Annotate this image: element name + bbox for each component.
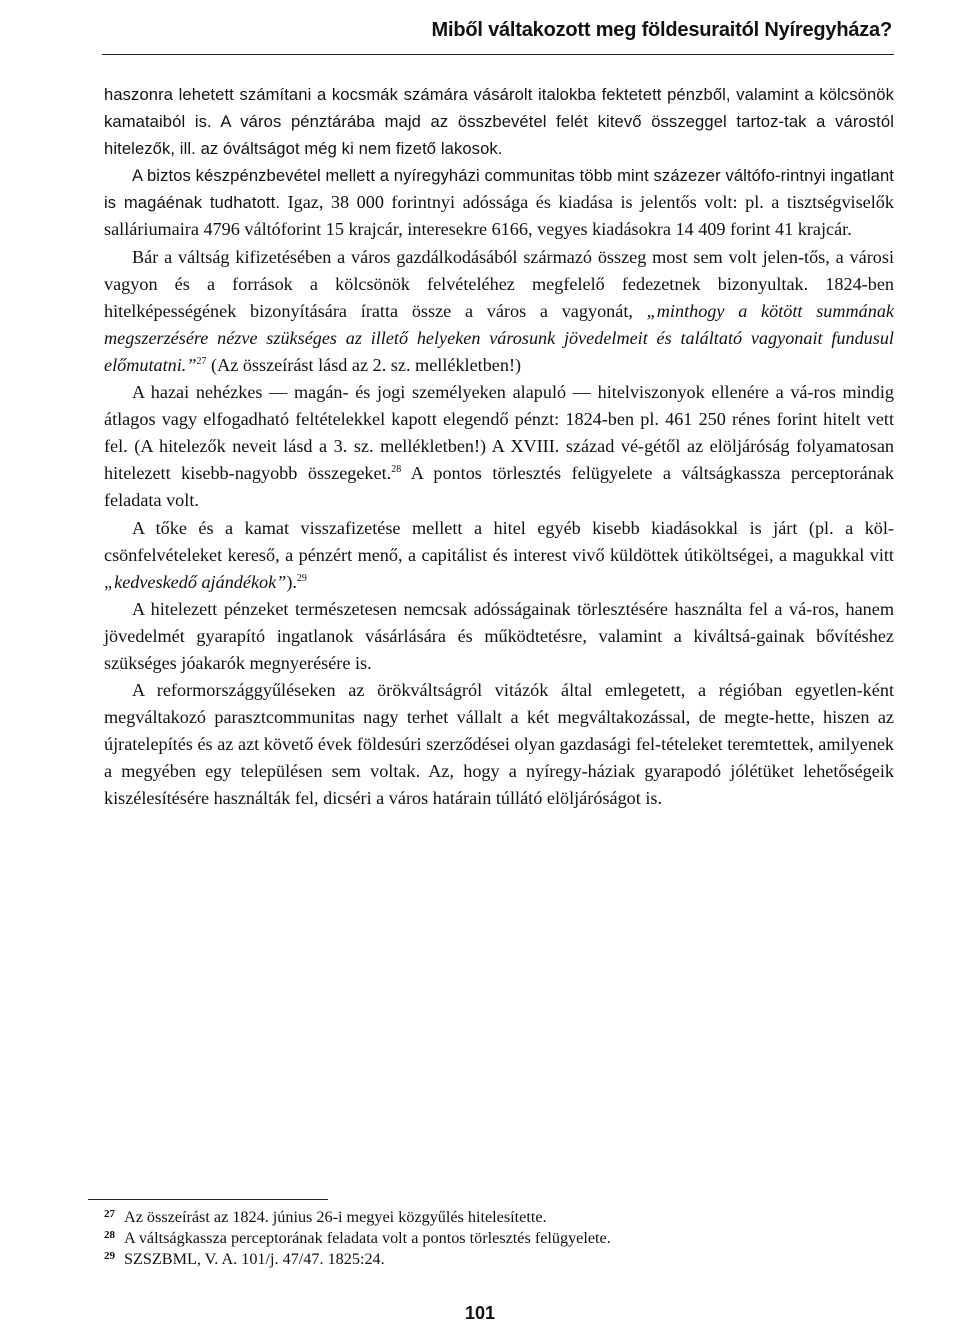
paragraph-6: A reformországgyűléseken az örökváltságról vitázók által emlegetett, a régióban egyetlen-ként megváltakozó parasztcommunitas nagy terhet vállalt a két megváltakozással, de megte-hette, hiszen az újratelepítés és az azt követő évek földesúri szerződései olyan gazdasági fel-tételeket teremtettek, amilyenek a megyében egy településen sem voltak. Az, hogy a nyíregy-háziak gyarapodó jólétüket lehetőségeik kiszélesítésére használták fel, dicséri a város határain túllátó elöljáróságot is. <box>104 680 894 809</box>
paragraph-4-close: ). <box>286 571 297 592</box>
paragraph-5: A hitelezett pénzeket természetesen nemcsak adósságainak törlesztésére használta fel a vá-ros, hanem jövedelmét gyarapító ingatlanok vásárlására és működtetésre, valamint a kiváltsá-gainak bővítéshez szükséges jóakarók megnyerésére is. <box>104 598 894 673</box>
paragraph-2-quote: „minthogy a kötött summának megszerzésére nézve szükséges az illető helyeken városunk jövedelmeit és találtató vagyonait fundusul előmutatni.” <box>104 300 894 375</box>
footnote-text: Az összeírást az 1824. június 26-i megyei közgyűlés hitelesítette. <box>124 1208 547 1226</box>
footnote-29 <box>104 1249 884 1270</box>
page-number: 101 <box>464 1303 496 1323</box>
paragraph-4-text: A tőke és a kamat visszafizetése mellett a hitel egyéb kisebb kiadásokkal is járt (pl. a köl-csönfelvételeket kereső, a pénzért menő, a capitálist és interest vivő küldöttek útiköltségei, a magukkal vitt <box>104 517 894 565</box>
running-header: Miből váltakozott meg földesuraitól Nyíregyháza? <box>431 19 892 41</box>
paragraph-2-tail: (Az összeírást lásd az 2. sz. mellékletben!) <box>206 354 522 375</box>
footnote-number: 28 <box>104 1228 115 1241</box>
footnote-text: A váltságkassza perceptorának feladata volt a pontos törlesztés felügyelete. <box>124 1228 611 1247</box>
paragraph-4 <box>104 515 894 596</box>
body-text <box>104 81 894 813</box>
paragraph-2 <box>104 244 894 379</box>
footnote-rule <box>88 1199 328 1200</box>
footnotes <box>104 1207 884 1269</box>
footnote-ref-28: 28 <box>391 464 402 476</box>
footnote-number: 29 <box>104 1249 115 1262</box>
paragraph-1-sentence-1: haszonra lehetett számítani a kocsmák számára vásárolt italokba fektetett pénzből, valamint a kölcsönök kamataiból is. A város pénztárába majd az összbevétel felét kitevő összeggel tartoz-tak a várostól hitelezők, ill. az óváltságot még ki nem fizető lakosok. <box>104 85 894 159</box>
footnote-text: SZSZBML, V. A. 101/j. 47/47. 1825:24. <box>124 1249 385 1268</box>
footnote-number: 27 <box>104 1208 115 1220</box>
paragraph-1-sentence-3: Igaz, 38 000 forintnyi adóssága és kiadása is jelentős volt: pl. a tisztségviselők salláriumaira 4796 váltóforint 15 krajcár, interesekre 6166, vegyes kiadásokra 14 409 forint 41 krajcár. <box>104 192 894 240</box>
paragraph-4-quote: „kedveskedő ajándékok” <box>104 571 287 592</box>
footnote-ref-27: 27 <box>196 355 207 367</box>
paragraph-1 <box>104 81 894 244</box>
footnote-27 <box>104 1207 884 1228</box>
paragraph-3-tail: A pontos törlesztés felügyelete a váltságkassza perceptorának feladata volt. <box>104 463 895 511</box>
paragraph-2-text: Bár a váltság kifizetésében a város gazdálkodásából származó összeg most sem volt jelen-tős, a városi vagyon és a források a kölcsönök felvételéhez megfelelő fedezetnek bizonyultak. 1824-ben hitelképességének bizonyítására íratta össze a város a vagyonát, <box>104 246 894 321</box>
paragraph-3-text: A hazai nehézkes — magán- és jogi személyeken alapuló — hitelviszonyok ellenére a vá-ros mindig átlagos vagy elfogadható feltételekkel kapott elegendő pénzt: 1824-ben pl. 461 250 rénes forint hitelt vett fel. (A hitelezők neveit lásd a 3. sz. mellékletben!) A XVIII. század vé-gétől az elöljáróság folyamatosan hitelezett kisebb-nagyobb összegeket. <box>104 382 894 484</box>
footnote-ref-29: 29 <box>296 572 307 584</box>
footnote-28 <box>104 1228 884 1249</box>
header-rule <box>102 54 894 55</box>
paragraph-1-sentence-2: A biztos készpénzbevétel mellett a nyíregyházi communitas több mint százezer váltófo-rintnyi ingatlant is magáénak tudhatott. <box>104 166 894 213</box>
paragraph-3 <box>104 379 894 514</box>
